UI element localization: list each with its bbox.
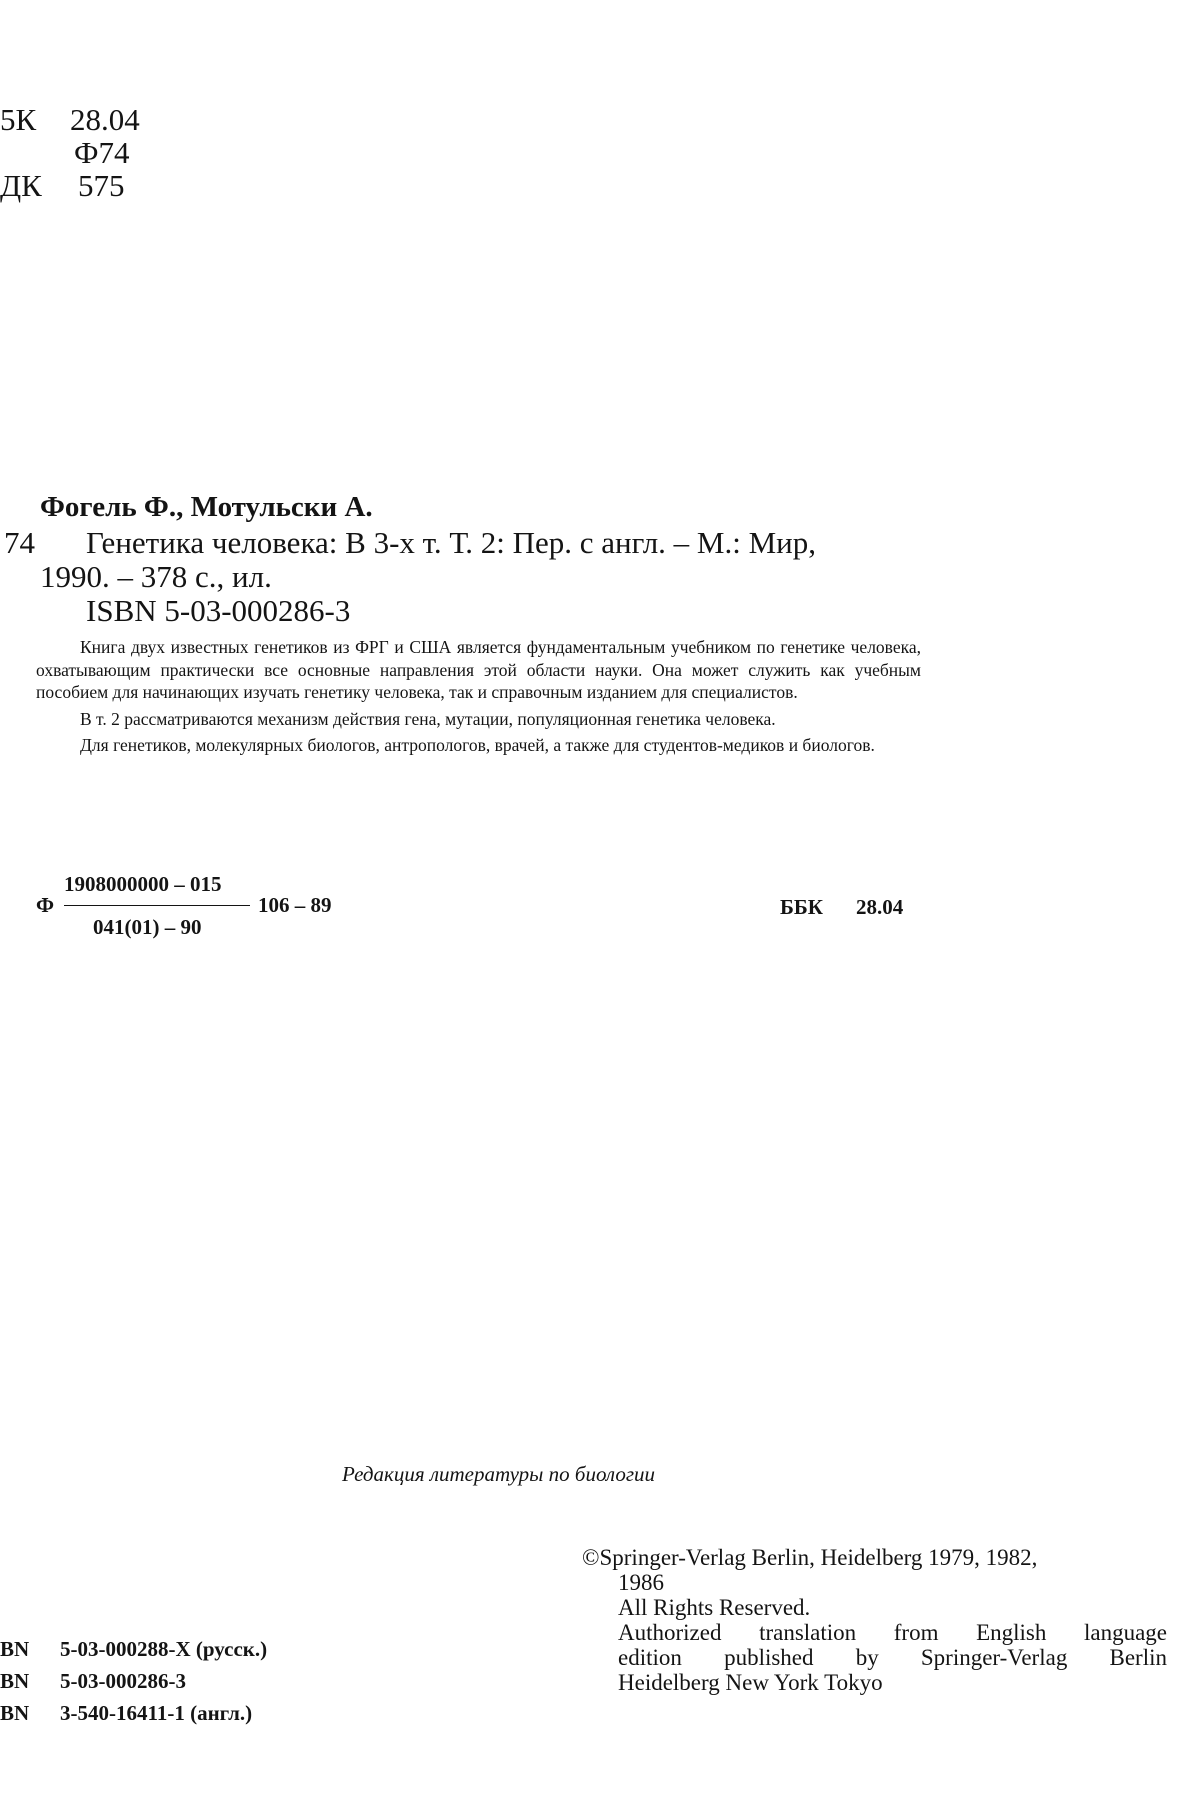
bbk-label: ББК — [780, 895, 823, 919]
isbn-list-label: BN — [0, 1669, 30, 1693]
abstract — [36, 636, 921, 761]
classification-value-bbk: 28.04 — [70, 102, 140, 137]
index-suffix: 106 – 89 — [258, 893, 332, 917]
editorial-note: Редакция литературы по биологии — [342, 1462, 656, 1486]
copyright-line: 1986 — [618, 1570, 664, 1595]
classification-label-udk: ДК — [0, 168, 42, 203]
classification-value-udk: 575 — [78, 168, 125, 203]
index-denominator: 041(01) – 90 — [93, 915, 202, 939]
abstract-paragraph: Книга двух известных генетиков из ФРГ и США является фундаментальным учебником по генетике человека, охватывающим практически все основные направления этой области науки. Она может служить как учебным пособием для начинающих изучать генетику человека, так и справочным изданием для специалистов. — [36, 637, 921, 702]
catalog-title-line1: Генетика человека: В 3-х т. Т. 2: Пер. с англ. – М.: Мир, — [86, 525, 817, 560]
catalog-letter: 74 — [4, 525, 35, 560]
catalog-title-line2: 1990. – 378 с., ил. — [40, 559, 272, 594]
isbn-list-value: 3-540-16411-1 (англ.) — [60, 1701, 253, 1725]
abstract-paragraph: Для генетиков, молекулярных биологов, антропологов, врачей, а также для студентов-медиков и биологов. — [80, 735, 875, 755]
copyright-block — [582, 1545, 1167, 1695]
index-numerator: 1908000000 – 015 — [64, 872, 222, 896]
classification-value-author-mark: Ф74 — [74, 135, 130, 170]
copyright-line: edition published by Springer-Verlag Berlin — [618, 1645, 1167, 1670]
copyright-line: All Rights Reserved. — [618, 1595, 811, 1620]
isbn-list-value: 5-03-000286-3 — [60, 1669, 186, 1693]
classification-label-bbk: 5К — [0, 102, 37, 137]
copyright-line: Heidelberg New York Tokyo — [618, 1670, 883, 1695]
abstract-paragraph: В т. 2 рассматриваются механизм действия гена, мутации, популяционная генетика человека. — [80, 708, 776, 729]
index-letter: Ф — [36, 893, 55, 917]
isbn-list-label: BN — [0, 1637, 30, 1661]
isbn-list-label: BN — [0, 1701, 30, 1725]
copyright-line: ©Springer-Verlag Berlin, Heidelberg 1979, 1982, — [582, 1545, 1038, 1570]
bbk-value: 28.04 — [856, 895, 904, 919]
isbn-list-value: 5-03-000288-X (русск.) — [60, 1637, 268, 1661]
catalog-isbn: ISBN 5-03-000286-3 — [86, 593, 351, 628]
copyright-line: Authorized translation from English language — [618, 1620, 1167, 1645]
catalog-authors: Фогель Ф., Мотульски А. — [40, 491, 373, 523]
index-fraction-line — [64, 905, 250, 906]
